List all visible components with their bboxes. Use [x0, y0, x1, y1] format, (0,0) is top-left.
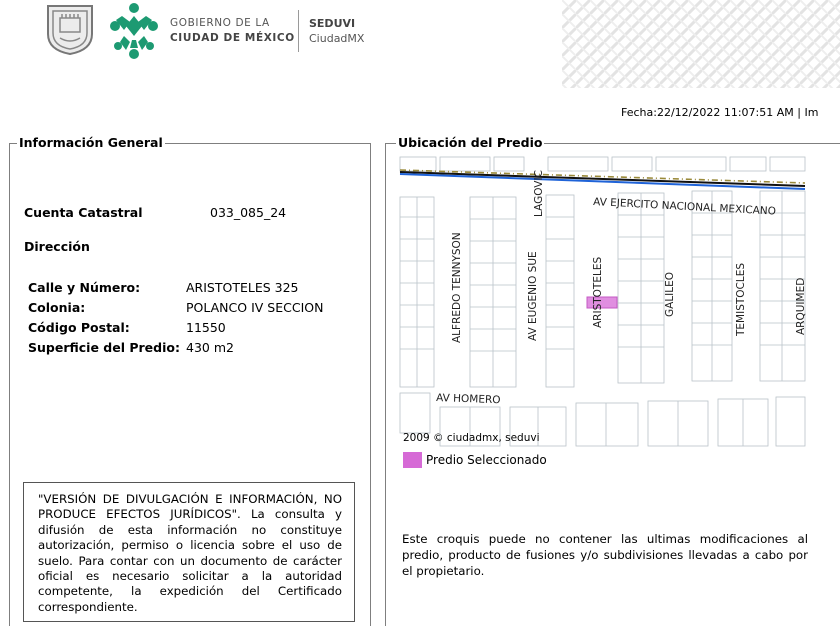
- street-label-temistocles: TEMISTOCLES: [735, 262, 747, 336]
- page-header: [0, 0, 840, 90]
- legend-swatch: [403, 452, 422, 468]
- street-label-galileo: GALILEO: [664, 271, 676, 317]
- city-shield-icon: [46, 4, 94, 56]
- colonia-label: Colonia:: [28, 299, 86, 315]
- location-map[interactable]: [400, 157, 805, 446]
- colonia-value: POLANCO IV SECCION: [186, 299, 324, 315]
- cuenta-catastral-label: Cuenta Catastral: [24, 205, 143, 220]
- seduvi-title: [309, 16, 364, 46]
- legend-label: Predio Seleccionado: [426, 453, 547, 467]
- codigo-postal-label: Código Postal:: [28, 319, 130, 335]
- map-copyright: 2009 © ciudadmx, seduvi: [403, 432, 540, 444]
- calle-value: ARISTOTELES 325: [186, 279, 299, 295]
- street-label-homero: AV HOMERO: [435, 392, 501, 407]
- location-title: Ubicación del Predio: [398, 135, 543, 150]
- cdmx-logo-icon: [108, 2, 160, 60]
- codigo-postal-value: 11550: [186, 319, 226, 335]
- header-divider: [298, 10, 299, 52]
- superficie-label: Superficie del Predio:: [28, 339, 180, 355]
- address-row: [28, 297, 323, 317]
- gov-line-2: CIUDAD DE MÉXICO: [170, 32, 295, 44]
- cuenta-catastral-value: 033_085_24: [210, 205, 287, 220]
- address-table: [28, 277, 323, 357]
- street-label-eugenio: AV EUGENIO SUE: [527, 251, 539, 341]
- seduvi-line-2: CiudadMX: [309, 32, 365, 45]
- government-title: [170, 16, 295, 46]
- street-label-arquimedes: ARQUIMED: [795, 277, 807, 335]
- direccion-label: Dirección: [24, 239, 90, 254]
- street-label-aristoteles: ARISTOTELES: [592, 256, 604, 328]
- general-info-title: Información General: [19, 135, 163, 150]
- date-stamp: Fecha:22/12/2022 11:07:51 AM | Im: [621, 106, 819, 119]
- street-label-lagovic: LAGOVIC: [533, 170, 545, 217]
- address-row: [28, 277, 323, 297]
- gov-line-1: GOBIERNO DE LA: [170, 17, 270, 29]
- superficie-value: 430 m2: [186, 339, 234, 355]
- seduvi-line-1: SEDUVI: [309, 17, 356, 30]
- disclaimer-box: "VERSIÓN DE DIVULGACIÓN E INFORMACIÓN, NO PRODUCE EFECTOS JURÍDICOS". La consulta y difusión de esta información no constituye autorización, permiso o licencia sobre el uso de suelo. Para contar con un documento de carácter oficial es necesario solicitar a la autoridad competente, la expedición del Certificado correspondiente.: [23, 482, 355, 622]
- map-note: Este croquis puede no contener las ultimas modificaciones al predio, producto de fusiones y/o subdivisiones llevadas a cabo por el propietario.: [402, 532, 808, 578]
- decorative-pattern: [562, 0, 840, 88]
- address-row: [28, 337, 323, 357]
- calle-label: Calle y Número:: [28, 279, 141, 295]
- street-label-tennyson: ALFREDO TENNYSON: [451, 232, 463, 343]
- street-label-ejercito: AV EJERCITO NACIONAL MEXICANO: [592, 196, 777, 218]
- address-row: [28, 317, 323, 337]
